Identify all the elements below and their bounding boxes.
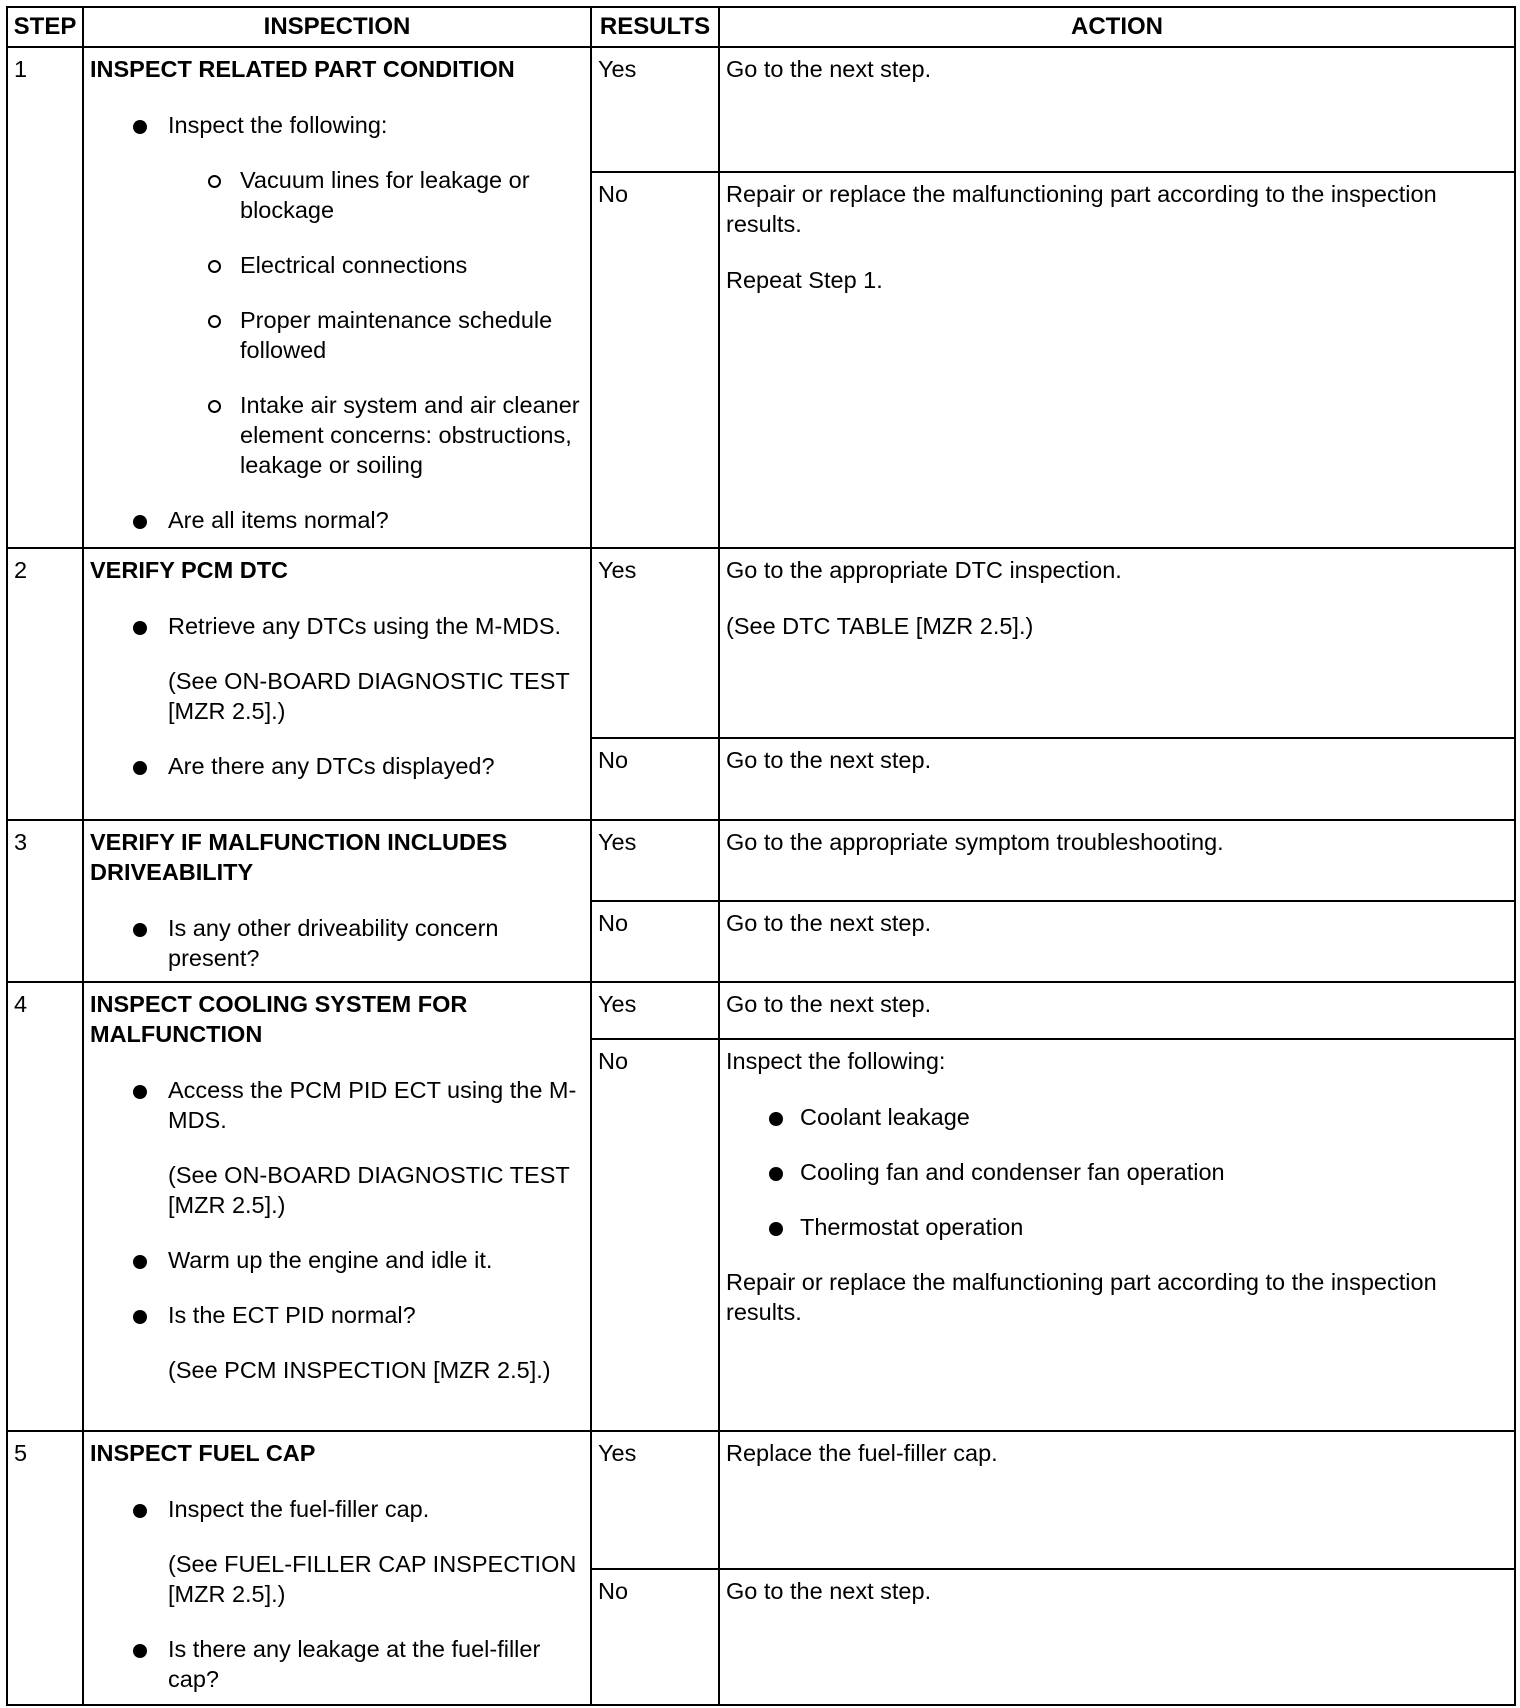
sub-item: Electrical connections [90,250,584,280]
step-number: 3 [7,820,83,982]
reference-note: (See ON-BOARD DIAGNOSTIC TEST [MZR 2.5].) [168,1162,570,1219]
sub-item: Vacuum lines for leakage or blockage [90,165,584,225]
step-title: VERIFY IF MALFUNCTION INCLUDES DRIVEABILITY [90,828,508,885]
header-inspection: INSPECTION [83,7,591,47]
result-no: No [591,738,719,819]
result-no: No [591,901,719,982]
inspection-cell [83,47,591,548]
step-title: INSPECT COOLING SYSTEM FOR MALFUNCTION [90,991,468,1048]
step-number: 2 [7,548,83,820]
action-text: Inspect the following: [726,1047,946,1074]
action-text: Go to the next step. [726,991,932,1018]
reference-note: (See PCM INSPECTION [MZR 2.5].) [168,1357,551,1384]
inspection-cell [83,548,591,820]
bullet-item: Is the ECT PID normal? [90,1300,584,1330]
bullet-item: Are there any DTCs displayed? [90,751,584,781]
table-row [7,1431,1515,1569]
action-text: Repeat Step 1. [726,267,883,294]
header-results: RESULTS [591,7,719,47]
action-yes [719,548,1515,739]
step-number: 4 [7,982,83,1431]
action-no [719,1039,1515,1431]
step-number: 1 [7,47,83,548]
action-bullet-item: Cooling fan and condenser fan operation [726,1157,1508,1187]
action-text: Repair or replace the malfunctioning part according to the inspection results. [726,181,1437,238]
reference-note: (See ON-BOARD DIAGNOSTIC TEST [MZR 2.5].) [168,667,570,724]
bullet-item: Inspect the following: [90,110,584,140]
action-yes [719,1431,1515,1569]
sub-item: Proper maintenance schedule followed [90,305,584,365]
bullet-item: Retrieve any DTCs using the M-MDS. [90,611,584,641]
action-yes [719,982,1515,1039]
header-row [7,7,1515,47]
action-yes [719,820,1515,901]
action-bullet-item: Thermostat operation [726,1212,1508,1242]
result-yes: Yes [591,982,719,1039]
action-text: Go to the appropriate symptom troubleshooting. [726,828,1224,855]
result-yes: Yes [591,47,719,172]
inspection-cell [83,820,591,982]
action-text: (See DTC TABLE [MZR 2.5].) [726,612,1034,639]
inspection-cell [83,1431,591,1705]
bullet-item: Inspect the fuel-filler cap. [90,1494,584,1524]
action-no [719,901,1515,982]
inspection-cell [83,982,591,1431]
bullet-item: Warm up the engine and idle it. [90,1245,584,1275]
action-no [719,172,1515,547]
step-title: INSPECT FUEL CAP [90,1439,316,1466]
action-text: Go to the next step. [726,747,932,774]
action-no [719,738,1515,819]
table-row [7,47,1515,172]
bullet-item: Access the PCM PID ECT using the M-MDS. [90,1075,584,1135]
action-text: Go to the next step. [726,909,932,936]
bullet-item: Is there any leakage at the fuel-filler cap? [90,1634,584,1694]
result-yes: Yes [591,1431,719,1569]
action-no [719,1569,1515,1705]
result-yes: Yes [591,820,719,901]
result-no: No [591,172,719,547]
action-text: Replace the fuel-filler cap. [726,1439,998,1466]
action-bullet-item: Coolant leakage [726,1102,1508,1132]
step-title: INSPECT RELATED PART CONDITION [90,56,515,82]
action-yes [719,47,1515,172]
action-text: Go to the next step. [726,56,932,82]
action-text: Go to the appropriate DTC inspection. [726,556,1122,583]
step-number: 5 [7,1431,83,1705]
action-text: Go to the next step. [726,1577,932,1604]
result-no: No [591,1569,719,1705]
table-row [7,548,1515,739]
result-no: No [591,1039,719,1431]
reference-note: (See FUEL-FILLER CAP INSPECTION [MZR 2.5].) [168,1550,577,1607]
action-text: Repair or replace the malfunctioning part according to the inspection results. [726,1268,1437,1325]
result-yes: Yes [591,548,719,739]
step-title: VERIFY PCM DTC [90,556,289,583]
header-step: STEP [7,7,83,47]
table-row [7,982,1515,1039]
diagnostic-table [6,6,1516,1706]
header-action: ACTION [719,7,1515,47]
bullet-item: Is any other driveability concern present? [90,913,584,973]
bullet-item: Are all items normal? [90,505,584,535]
table-row [7,820,1515,901]
sub-item: Intake air system and air cleaner element concerns: obstructions, leakage or soiling [90,390,584,480]
